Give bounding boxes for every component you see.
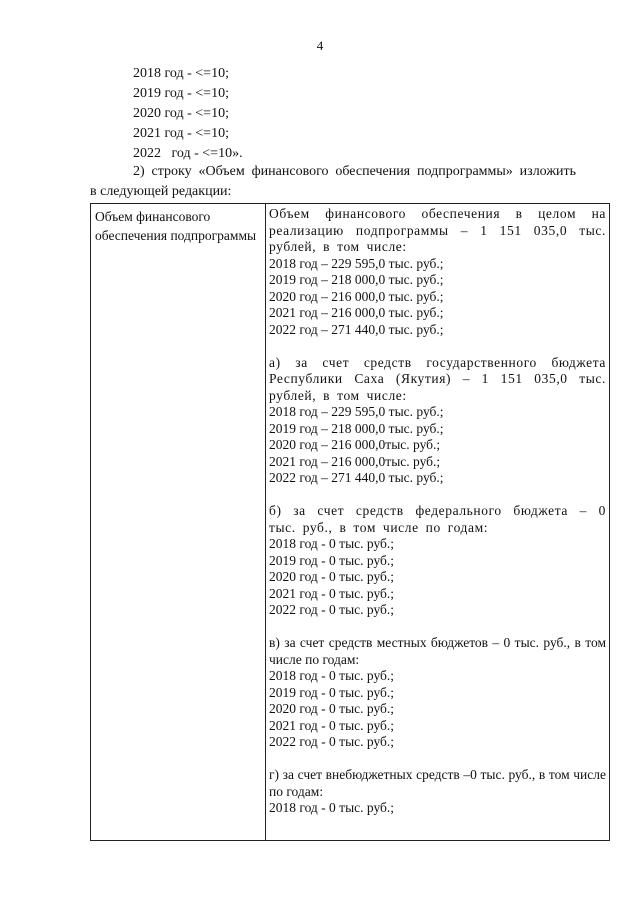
total-year-line: 2021 год – 216 000,0 тыс. руб.; bbox=[269, 305, 444, 320]
state-budget-year-line: 2020 год – 216 000,0тыс. руб.; bbox=[269, 437, 441, 452]
year-limit-line: 2020 год - <=10; bbox=[133, 106, 229, 121]
funding-table bbox=[90, 203, 610, 841]
state-budget-heading: а) за счет средств государственного бюджета Республики Саха (Якутия) – 1 151 035,0 тыс. рублей, в том числе: bbox=[269, 354, 606, 403]
year-limit-line: 2019 год - <=10; bbox=[133, 86, 229, 101]
total-year-line: 2018 год – 229 595,0 тыс. руб.; bbox=[269, 255, 444, 271]
local-budgets-year-line: 2021 год - 0 тыс. руб.; bbox=[269, 717, 395, 733]
page-number: 4 bbox=[316, 38, 324, 53]
total-year-line: 2022 год – 271 440,0 тыс. руб.; bbox=[269, 321, 444, 337]
federal-budget-heading: б) за счет средств федерального бюджета – 0 тыс. руб., в том числе по годам: bbox=[269, 503, 606, 535]
total-year-line: 2019 год – 218 000,0 тыс. руб.; bbox=[269, 272, 444, 287]
local-budgets-year-line: 2020 год - 0 тыс. руб.; bbox=[269, 701, 395, 716]
spacer bbox=[269, 338, 606, 355]
federal-budget-year-line: 2019 год - 0 тыс. руб.; bbox=[269, 552, 395, 568]
local-budgets-year-line: 2022 год - 0 тыс. руб.; bbox=[269, 734, 395, 749]
federal-budget-year-line: 2022 год - 0 тыс. руб.; bbox=[269, 602, 395, 617]
extrabudgetary-year-line: 2018 год - 0 тыс. руб.; bbox=[269, 800, 395, 815]
instruction-line-2: в следующей редакции: bbox=[90, 184, 232, 199]
table-label-cell: Объем финансового обеспечения подпрограммы bbox=[91, 204, 266, 840]
state-budget-year-line: 2021 год – 216 000,0тыс. руб.; bbox=[269, 453, 441, 469]
local-budgets-year-line: 2019 год - 0 тыс. руб.; bbox=[269, 684, 395, 700]
instruction-line-1: 2) строку «Объем финансового обеспечения подпрограммы» изложить bbox=[133, 164, 576, 179]
state-budget-year-line: 2019 год – 218 000,0 тыс. руб.; bbox=[269, 420, 444, 436]
total-year-line: 2020 год – 216 000,0 тыс. руб.; bbox=[269, 288, 444, 304]
year-limit-list bbox=[133, 64, 243, 164]
federal-budget-year-line: 2021 год - 0 тыс. руб.; bbox=[269, 585, 395, 601]
federal-budget-year-line: 2018 год - 0 тыс. руб.; bbox=[269, 536, 395, 551]
amendment-instruction bbox=[90, 162, 576, 202]
year-limit-line: 2018 год - <=10; bbox=[133, 66, 229, 81]
year-limit-line: 2022 год - <=10». bbox=[133, 146, 243, 161]
state-budget-year-line: 2018 год – 229 595,0 тыс. руб.; bbox=[269, 404, 444, 419]
state-budget-year-line: 2022 год – 271 440,0 тыс. руб.; bbox=[269, 470, 444, 485]
table-content-cell bbox=[266, 204, 609, 817]
spacer bbox=[269, 751, 606, 768]
year-limit-line: 2021 год - <=10; bbox=[133, 126, 229, 141]
spacer bbox=[269, 619, 606, 636]
total-funding-heading: Объем финансового обеспечения в целом на реализацию подпрограммы – 1 151 035,0 тыс. рублей, в том числе: bbox=[269, 206, 606, 254]
federal-budget-year-line: 2020 год - 0 тыс. руб.; bbox=[269, 569, 395, 584]
extrabudgetary-heading: г) за счет внебюджетных средств –0 тыс. руб., в том числе по годам: bbox=[269, 767, 606, 799]
local-budgets-heading: в) за счет средств местных бюджетов – 0 тыс. руб., в том числе по годам: bbox=[269, 635, 606, 667]
local-budgets-year-line: 2018 год - 0 тыс. руб.; bbox=[269, 668, 395, 683]
spacer bbox=[269, 487, 606, 504]
